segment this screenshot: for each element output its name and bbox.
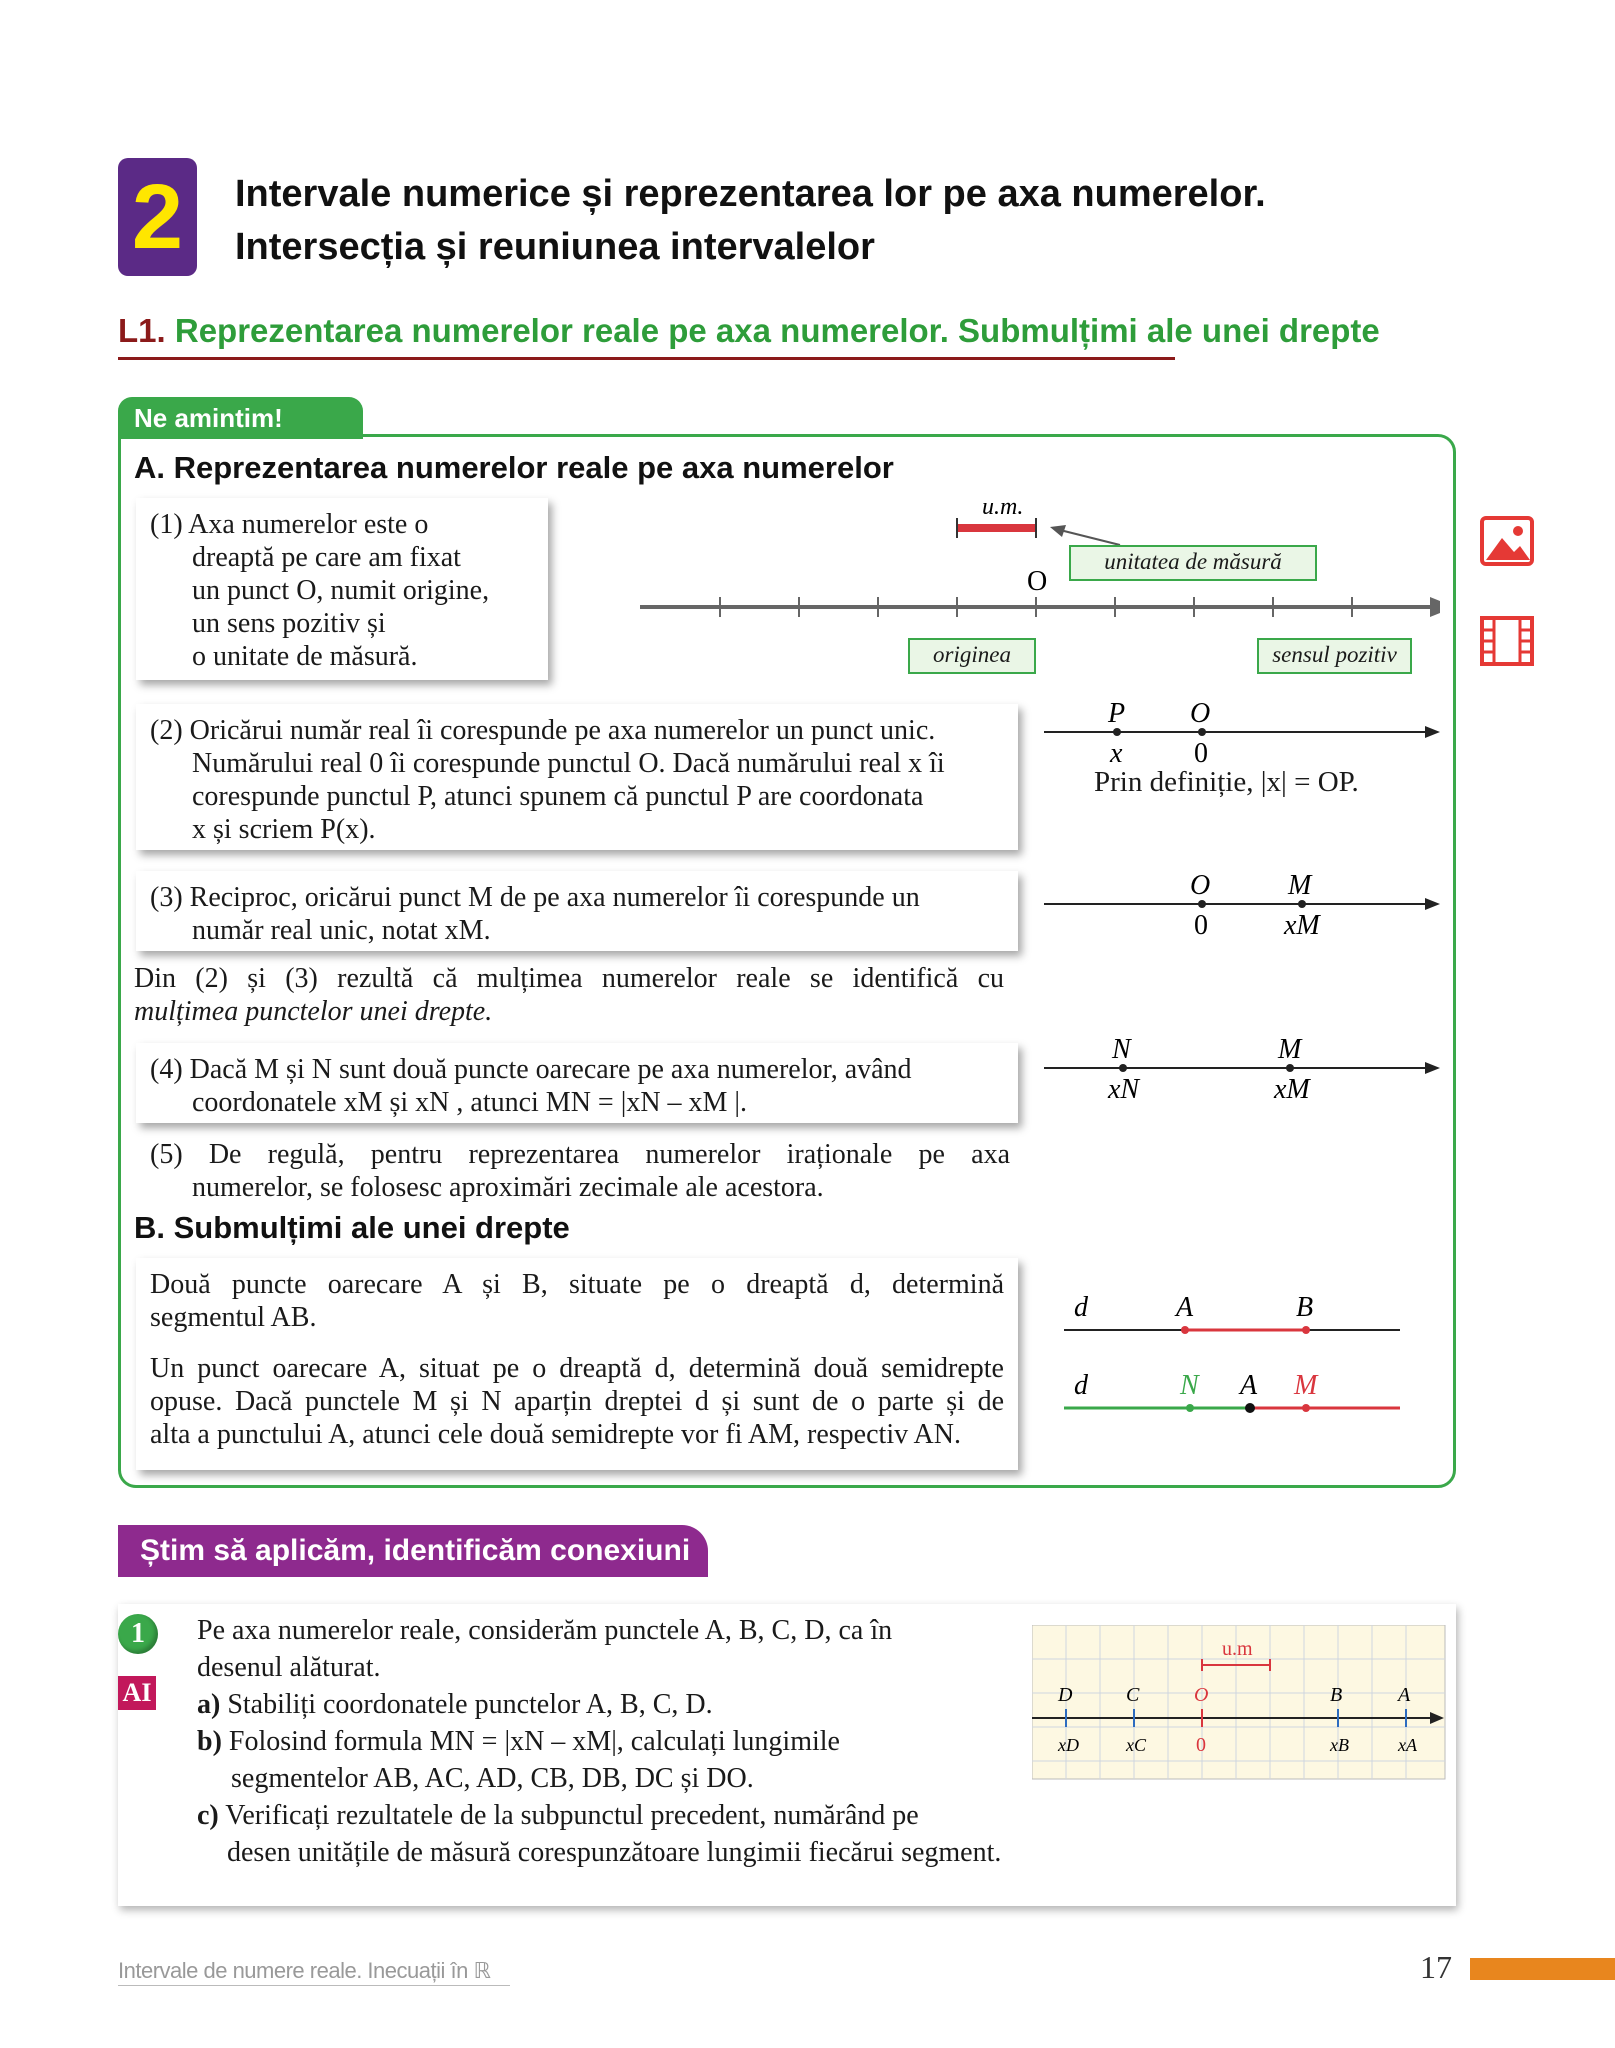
item2-line3: corespunde punctul P, atunci spunem că punctul P are coordonata [192, 781, 924, 812]
svg-text:xM: xM [1274, 1074, 1310, 1105]
svg-text:x: x [1110, 738, 1123, 769]
um-label: u.m. [982, 494, 1024, 520]
image-icon[interactable] [1480, 516, 1534, 566]
conclusion-line2: mulțimea punctelor unei drepte. [134, 996, 493, 1027]
section-b-heading: B. Submulțimi ale unei drepte [134, 1210, 570, 1245]
svg-text:xD: xD [1058, 1735, 1079, 1755]
grid-axis-diagram [1032, 1625, 1447, 1781]
item2-line2: Numărului real 0 îi corespunde punctul O. Dacă numărului real x îi [192, 748, 945, 779]
lesson-title: Reprezentarea numerelor reale pe axa numerelor. Submulțimi ale unei drepte [174, 312, 1380, 349]
item5 [150, 1138, 1010, 1204]
item5-line2: numerelor, se folosesc aproximări zecimale ale acestora. [192, 1172, 824, 1203]
ex-b-line2: segmentelor AB, AC, AD, CB, DB, DC și DO. [231, 1763, 754, 1794]
svg-text:xB: xB [1330, 1735, 1349, 1755]
svg-text:P: P [1108, 698, 1126, 729]
b-p2-line3: alta a punctului A, atunci cele două semidrepte vor fi AM, respectiv AN. [150, 1419, 961, 1450]
item2-card [136, 704, 1018, 850]
svg-text:A: A [1240, 1370, 1258, 1401]
ex-b: b) Folosind formula MN = |xN – xM|, calculați lungimile [197, 1726, 840, 1757]
item2-line1: (2) Oricărui număr real îi corespunde pe axa numerelor un punct unic. [150, 715, 936, 746]
svg-text:A: A [1398, 1684, 1411, 1706]
item2-line4: x și scriem P(x). [192, 814, 376, 845]
section-a-heading: A. Reprezentarea numerelor reale pe axa numerelor [134, 450, 894, 485]
item4-line1: (4) Dacă M și N sunt două puncte oarecare pe axa numerelor, având [150, 1054, 912, 1085]
item1-line3: un punct O, numit origine, [192, 575, 490, 606]
svg-text:xM: xM [1284, 910, 1320, 941]
svg-text:0: 0 [1196, 1734, 1206, 1756]
conclusion-line1: Din (2) și (3) rezultă că mulțimea numerelor reale se identifică cu [134, 963, 1004, 994]
svg-text:M: M [1288, 870, 1312, 901]
footer-line [118, 1985, 510, 1986]
origin-point-label: O [1027, 566, 1048, 597]
svg-text:A: A [1176, 1292, 1194, 1323]
item1-line4: un sens pozitiv și [192, 608, 386, 639]
svg-text:N: N [1112, 1034, 1131, 1065]
direction-label-box: sensul pozitiv [1257, 638, 1412, 674]
svg-text:M: M [1278, 1034, 1302, 1065]
item3-line1: (3) Reciproc, oricărui punct M de pe axa numerelor îi corespunde un [150, 882, 920, 913]
svg-text:xA: xA [1398, 1735, 1417, 1755]
item4-card [136, 1043, 1018, 1123]
svg-text:B: B [1296, 1292, 1314, 1323]
section-b-card [136, 1258, 1018, 1470]
svg-text:xN: xN [1108, 1074, 1140, 1105]
svg-text:u.m: u.m [1222, 1638, 1253, 1660]
ai-badge: AI [118, 1676, 156, 1710]
unit-label-box: unitatea de măsură [1069, 545, 1317, 581]
svg-text:N: N [1180, 1370, 1199, 1401]
item4-line2: coordonatele xM și xN , atunci MN = |xN – xM |. [192, 1087, 748, 1118]
svg-text:O: O [1190, 870, 1211, 901]
chapter-title [235, 168, 1266, 274]
svg-text:M: M [1294, 1370, 1318, 1401]
svg-text:D: D [1058, 1684, 1073, 1706]
unit-pointer [1060, 530, 1120, 545]
subsets-diagram [1060, 1290, 1405, 1450]
exercise-text [197, 1612, 1017, 1871]
svg-text:xC: xC [1126, 1735, 1146, 1755]
ex-c: c) Verificați rezultatele de la subpunctul precedent, numărând pe [197, 1800, 919, 1831]
svg-text:C: C [1126, 1684, 1140, 1706]
svg-text:d: d [1074, 1370, 1088, 1401]
abs-definition: Prin definiție, |x| = OP. [1094, 766, 1359, 798]
remember-tab: Ne amintim! [118, 397, 363, 439]
axis-arrow [1430, 597, 1440, 617]
page-accent-bar [1470, 1958, 1615, 1980]
ex-intro-line2: desenul alăturat. [197, 1652, 381, 1683]
ex-a: a) Stabiliți coordonatele punctelor A, B, C, D. [197, 1689, 713, 1720]
item5-line1: (5) De regulă, pentru reprezentarea numerelor iraționale pe axa [150, 1139, 1010, 1170]
item3-card [136, 871, 1018, 951]
svg-text:B: B [1330, 1684, 1343, 1706]
b-p1-line2: segmentul AB. [150, 1302, 317, 1333]
footer-text: Intervale de numere reale. Inecuații în ℝ [118, 1958, 491, 1983]
origin-label-box: originea [908, 638, 1036, 674]
svg-text:O: O [1190, 698, 1211, 729]
chapter-number: 2 [118, 158, 197, 276]
apply-tab: Știm să aplicăm, identificăm conexiuni [118, 1525, 708, 1577]
point-m-diagram [1040, 866, 1440, 956]
video-icon[interactable] [1480, 616, 1534, 666]
chapter-title-line1: Intervale numerice și reprezentarea lor pe axa numerelor. [235, 173, 1266, 215]
b-p2-line2: opuse. Dacă punctele M și N aparțin dreptei d și sunt de o parte și de [150, 1386, 1004, 1417]
item1-card [136, 498, 548, 680]
lesson-tag: L1. [118, 312, 166, 349]
lesson-underline [118, 357, 1175, 360]
item1-line2: dreaptă pe care am fixat [192, 542, 461, 573]
svg-text:0: 0 [1194, 738, 1208, 769]
page-number: 17 [1420, 1949, 1452, 1985]
b-p1-line1: Două puncte oarecare A și B, situate pe o dreaptă d, determină [150, 1269, 1004, 1300]
conclusion [134, 962, 1004, 1028]
ex-c-line2: desen unitățile de măsură corespunzătoare lungimii fiecărui segment. [227, 1837, 1002, 1868]
item1-line1: (1) Axa numerelor este o [150, 509, 429, 540]
chapter-title-line2: Intersecția și reuniunea intervalelor [235, 226, 875, 268]
item3-line2: număr real unic, notat xM. [192, 915, 491, 946]
svg-text:O: O [1194, 1684, 1209, 1706]
b-p2-line1: Un punct oarecare A, situat pe o dreaptă d, determină două semidrepte [150, 1353, 1004, 1384]
item1-line5: o unitate de măsură. [192, 641, 418, 672]
svg-text:d: d [1074, 1292, 1088, 1323]
ex-intro-line1: Pe axa numerelor reale, considerăm punctele A, B, C, D, ca în [197, 1615, 893, 1646]
distance-diagram [1040, 1024, 1440, 1124]
lesson-heading [118, 312, 1380, 350]
exercise-number: 1 [118, 1614, 158, 1654]
svg-text:0: 0 [1194, 910, 1208, 941]
